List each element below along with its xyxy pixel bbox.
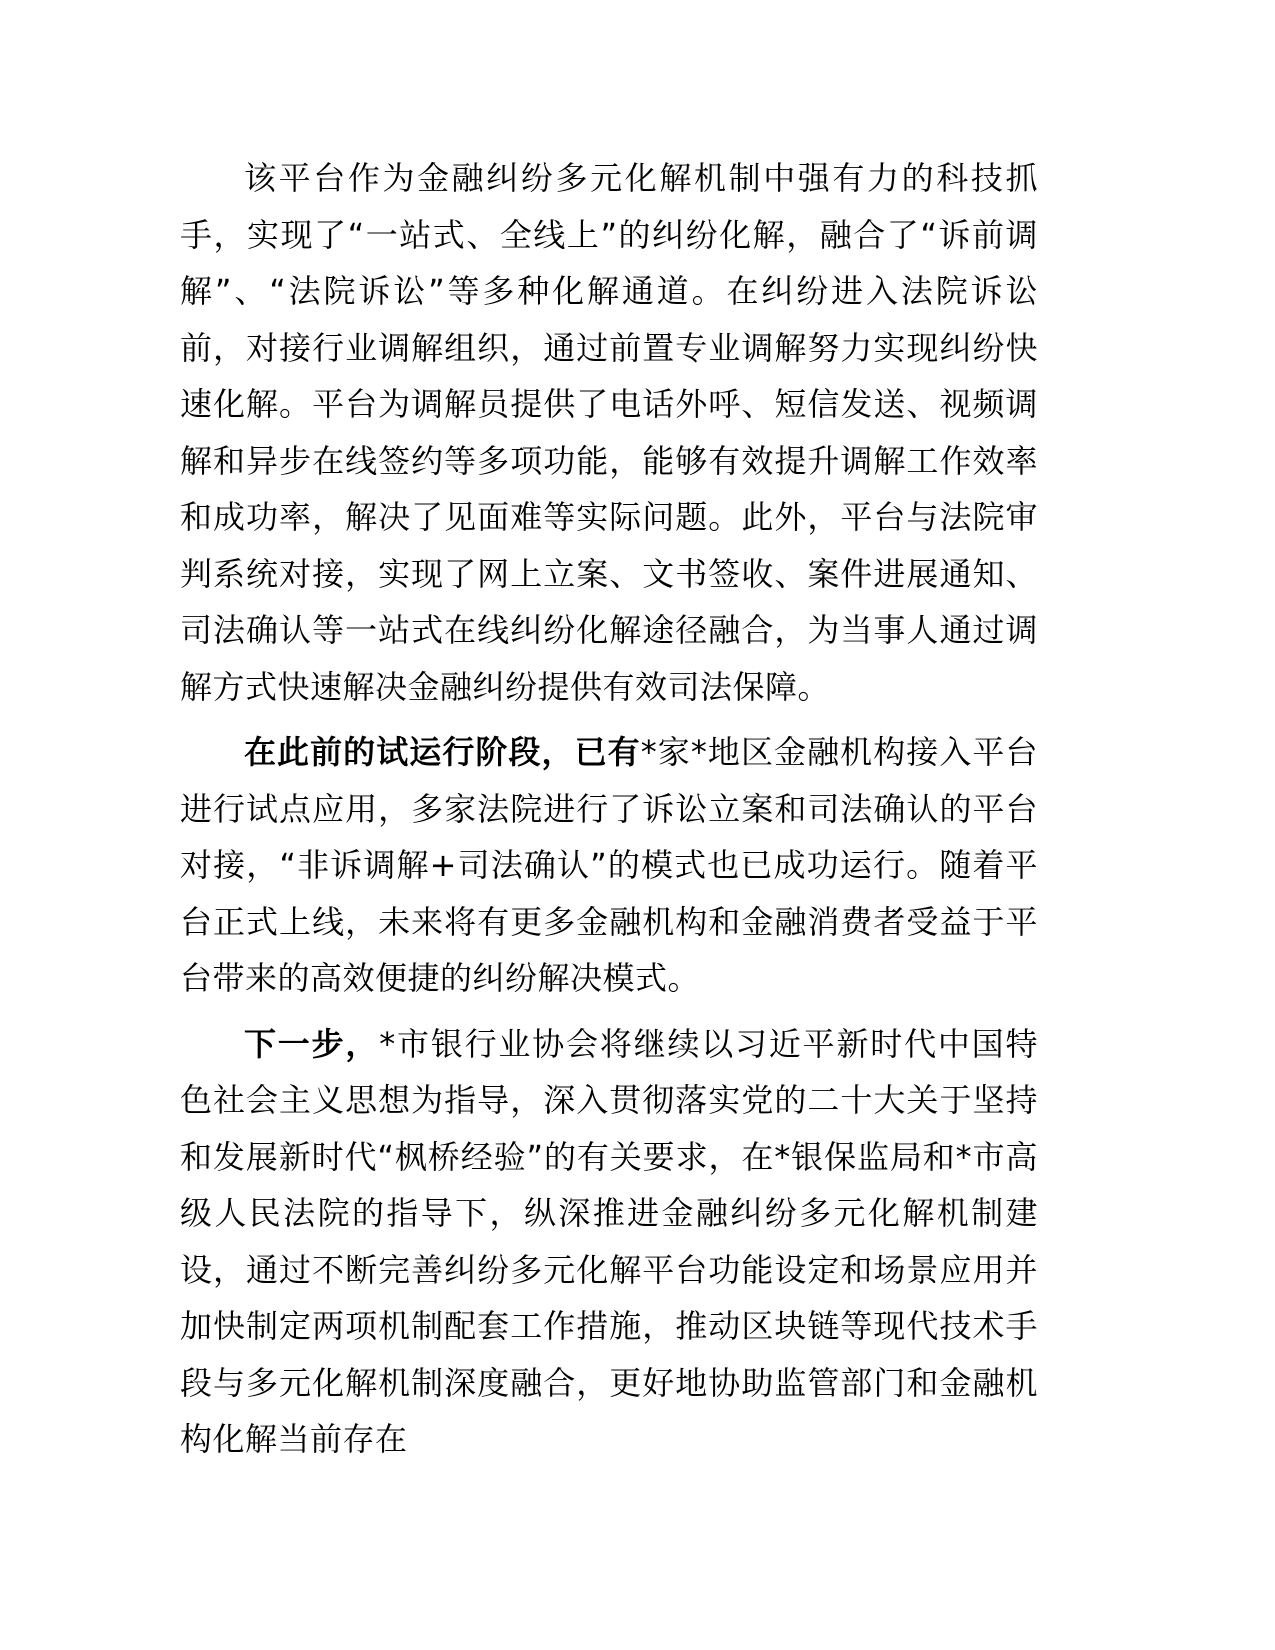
- paragraph-text: 该平台作为金融纠纷多元化解机制中强有力的科技抓手，实现了“一站式、全线上”的纠纷化解，融合了“诉前调解”、“法院诉讼”等多种化解通道。在纠纷进入法院诉讼前，对接行业调解组织，通过前置专业调解努力实现纠纷快速化解。平台为调解员提供了电话外呼、短信发送、视频调解和异步在线签约等多项功能，能够有效提升调解工作效率和成功率，解决了见面难等实际问题。此外，平台与法院审判系统对接，实现了网上立案、文书签收、案件进展通知、司法确认等一站式在线纠纷化解途径融合，为当事人通过调解方式快速解决金融纠纷提供有效司法保障。: [180, 159, 1038, 706]
- paragraph-text: *市银行业协会将继续以习近平新时代中国特色社会主义思想为指导，深入贯彻落实党的二十大关于坚持和发展新时代“枫桥经验”的有关要求，在*银保监局和*市高级人民法院的指导下，纵深推进金融纠纷多元化解机制建设，通过不断完善纠纷多元化解平台功能设定和场景应用并加快制定两项机制配套工作措施，推动区块链等现代技术手段与多元化解机制深度融合，更好地协助监管部门和金融机构化解当前存在: [180, 1024, 1038, 1458]
- paragraph-platform-overview: [180, 150, 1038, 715]
- paragraph-trial-operation: [180, 724, 1038, 1007]
- paragraph-lead: 在此前的试运行阶段，已有: [244, 733, 641, 771]
- paragraph-next-steps: [180, 1016, 1038, 1468]
- document-body: [180, 150, 1038, 1477]
- paragraph-lead: 下一步，: [244, 1024, 380, 1063]
- paragraph-text: *家*地区金融机构接入平台进行试点应用，多家法院进行了诉讼立案和司法确认的平台对接，“非诉调解+司法确认”的模式也已成功运行。随着平台正式上线，未来将有更多金融机构和金融消费者受益于平台带来的高效便捷的纠纷解决模式。: [180, 733, 1038, 997]
